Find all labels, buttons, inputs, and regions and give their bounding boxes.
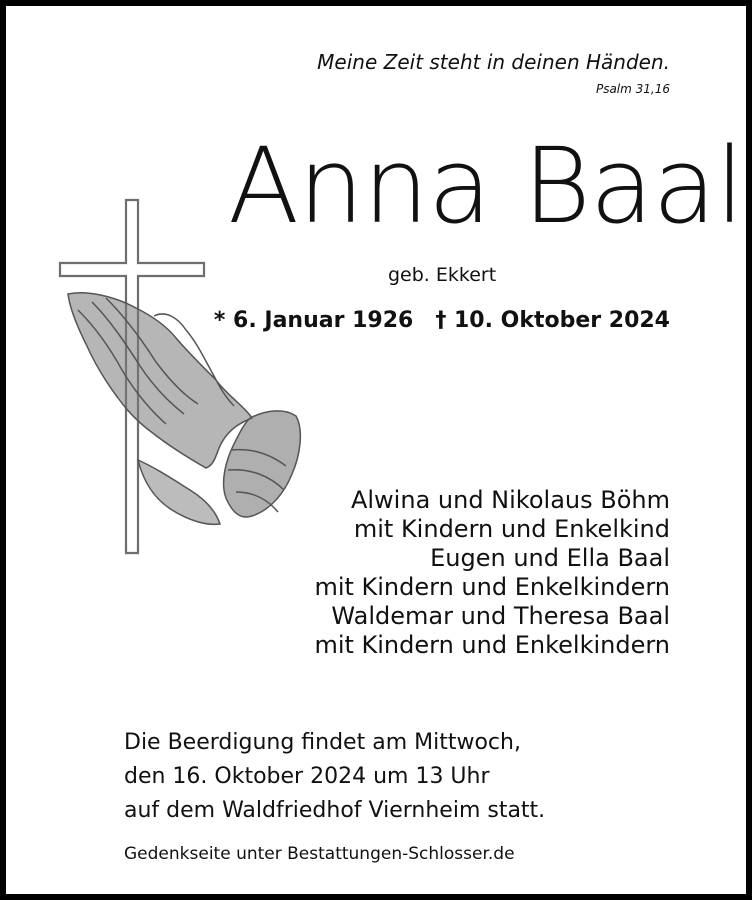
mourner-line: Eugen und Ella Baal bbox=[430, 544, 670, 572]
maiden-name: geb. Ekkert bbox=[388, 264, 497, 286]
mourner-line: Waldemar und Theresa Baal bbox=[331, 602, 670, 630]
funeral-line: den 16. Oktober 2024 um 13 Uhr bbox=[124, 764, 490, 789]
funeral-details bbox=[124, 726, 545, 828]
cross-praying-hands-icon bbox=[56, 198, 306, 558]
mourner-line: mit Kindern und Enkelkindern bbox=[314, 573, 670, 601]
mourner-line: mit Kindern und Enkelkind bbox=[353, 515, 670, 543]
funeral-line: auf dem Waldfriedhof Viernheim statt. bbox=[124, 798, 546, 823]
psalm-reference: Psalm 31,16 bbox=[595, 82, 670, 96]
psalm-verse: Meine Zeit steht in deinen Händen. bbox=[317, 50, 670, 74]
funeral-line: Die Beerdigung findet am Mittwoch, bbox=[124, 730, 521, 755]
mourner-line: mit Kindern und Enkelkindern bbox=[314, 631, 670, 659]
deceased-name: Anna Baal bbox=[228, 125, 744, 247]
birth-date: * 6. Januar 1926 bbox=[213, 308, 414, 333]
mourners-list bbox=[314, 486, 670, 660]
memorial-page-link[interactable]: Gedenkseite unter Bestattungen-Schlosser.de bbox=[124, 844, 515, 864]
death-date: † 10. Oktober 2024 bbox=[435, 308, 670, 333]
mourner-line: Alwina und Nikolaus Böhm bbox=[350, 486, 670, 514]
